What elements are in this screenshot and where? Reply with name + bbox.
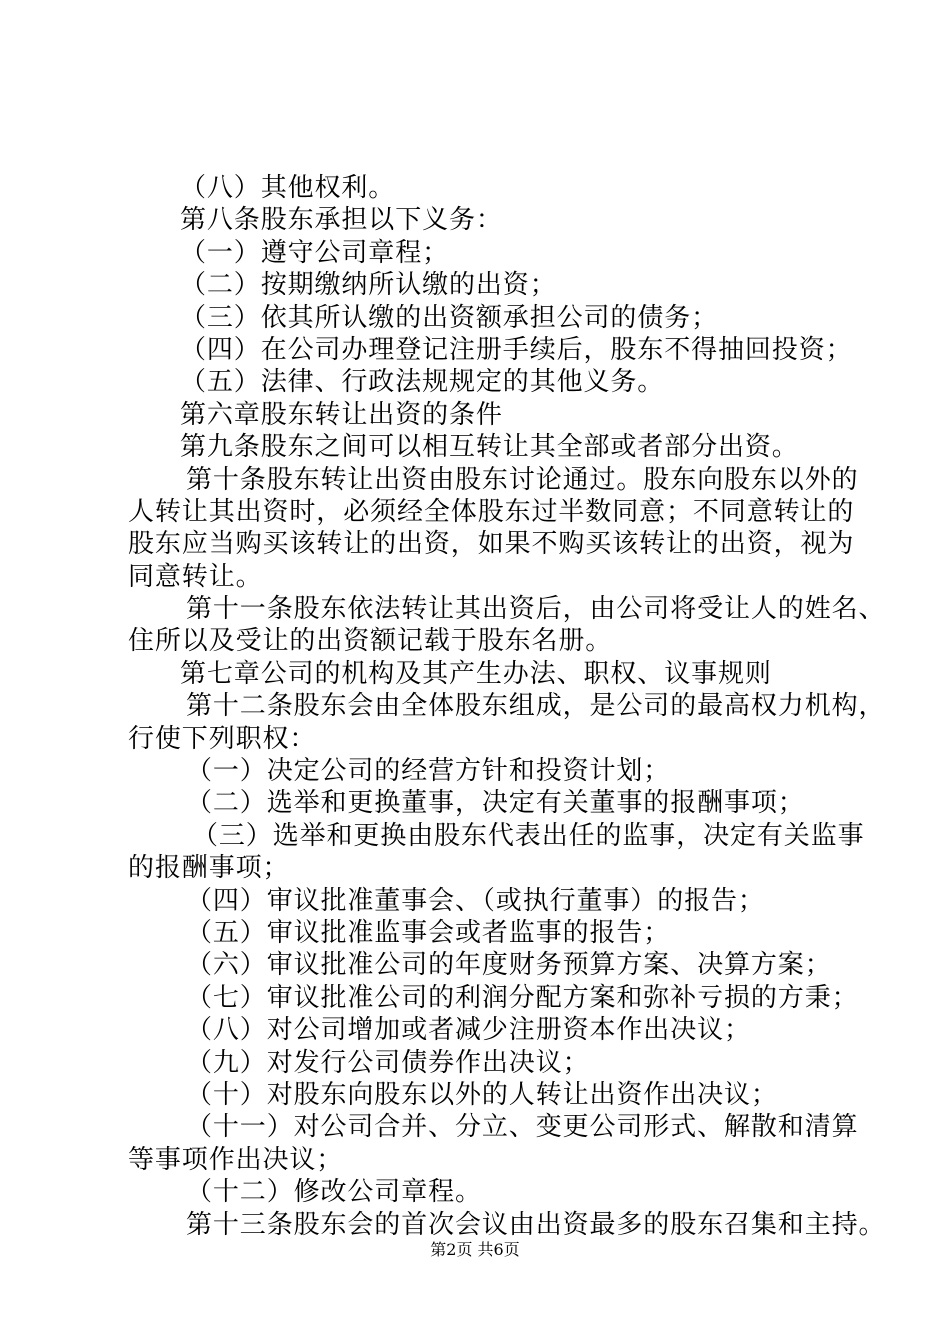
- text-line: 第十一条股东依法转让其出资后，由公司将受让人的姓名、: [186, 594, 886, 625]
- text-line: （六）审议批准公司的年度财务预算方案、决算方案；: [186, 950, 832, 981]
- text-line: 股东应当购买该转让的出资，如果不购买该转让的出资，视为: [128, 529, 855, 560]
- text-line: （四）审议批准董事会、（或执行董事）的报告；: [186, 885, 765, 916]
- text-line: （四）在公司办理登记注册手续后，股东不得抽回投资；: [180, 334, 853, 365]
- text-line: （五）法律、行政法规规定的其他义务。: [180, 367, 665, 398]
- text-line: （七）审议批准公司的利润分配方案和弥补亏损的方秉；: [186, 982, 859, 1013]
- document-body: [128, 172, 886, 1241]
- article-heading: 第八条股东承担以下义务：: [180, 205, 503, 236]
- text-line: （八）其他权利。: [180, 173, 396, 203]
- text-line: 住所以及受让的出资额记载于股东名册。: [128, 626, 613, 657]
- text-line: （十二）修改公司章程。: [186, 1177, 482, 1208]
- text-line: 第十条股东转让出资由股东讨论通过。股东向股东以外的: [186, 464, 859, 495]
- chapter-heading: 第六章股东转让出资的条件: [180, 399, 503, 430]
- text-line: 的报酬事项；: [128, 853, 290, 884]
- text-line: （十一）对公司合并、分立、变更公司形式、解散和清算: [186, 1112, 859, 1143]
- text-line: 第九条股东之间可以相互转让其全部或者部分出资。: [180, 432, 799, 463]
- text-line: 行使下列职权：: [128, 723, 317, 754]
- text-line: 人转让其出资时，必须经全体股东过半数同意；不同意转让的: [128, 496, 855, 527]
- text-line: 等事项作出决议；: [128, 1144, 344, 1175]
- text-line: （二）选举和更换董事，决定有关董事的报酬事项；: [186, 788, 805, 819]
- text-line: （一）决定公司的经营方针和投资计划；: [186, 756, 671, 787]
- text-line: （二）按期缴纳所认缴的出资；: [180, 270, 557, 301]
- chapter-heading: 第七章公司的机构及其产生办法、职权、议事规则: [180, 658, 772, 689]
- page-number-footer: 第2页 共6页: [430, 1240, 520, 1259]
- text-line: （十）对股东向股东以外的人转让出资作出决议；: [186, 1079, 778, 1110]
- text-line: （五）审议批准监事会或者监事的报告；: [186, 917, 671, 948]
- text-line: （三）选举和更换由股东代表出任的监事，决定有关监事: [192, 820, 865, 851]
- text-line: （八）对公司增加或者减少注册资本作出决议；: [186, 1015, 751, 1046]
- text-line: （三）依其所认缴的出资额承担公司的债务；: [180, 302, 719, 333]
- text-line: 第十三条股东会的首次会议由出资最多的股东召集和主持。: [186, 1209, 886, 1240]
- text-line: （九）对发行公司债券作出决议；: [186, 1047, 590, 1078]
- text-line: 第十二条股东会由全体股东组成，是公司的最高权力机构，: [186, 691, 886, 722]
- text-line: （一）遵守公司章程；: [180, 237, 450, 268]
- text-line: 同意转让。: [128, 561, 263, 592]
